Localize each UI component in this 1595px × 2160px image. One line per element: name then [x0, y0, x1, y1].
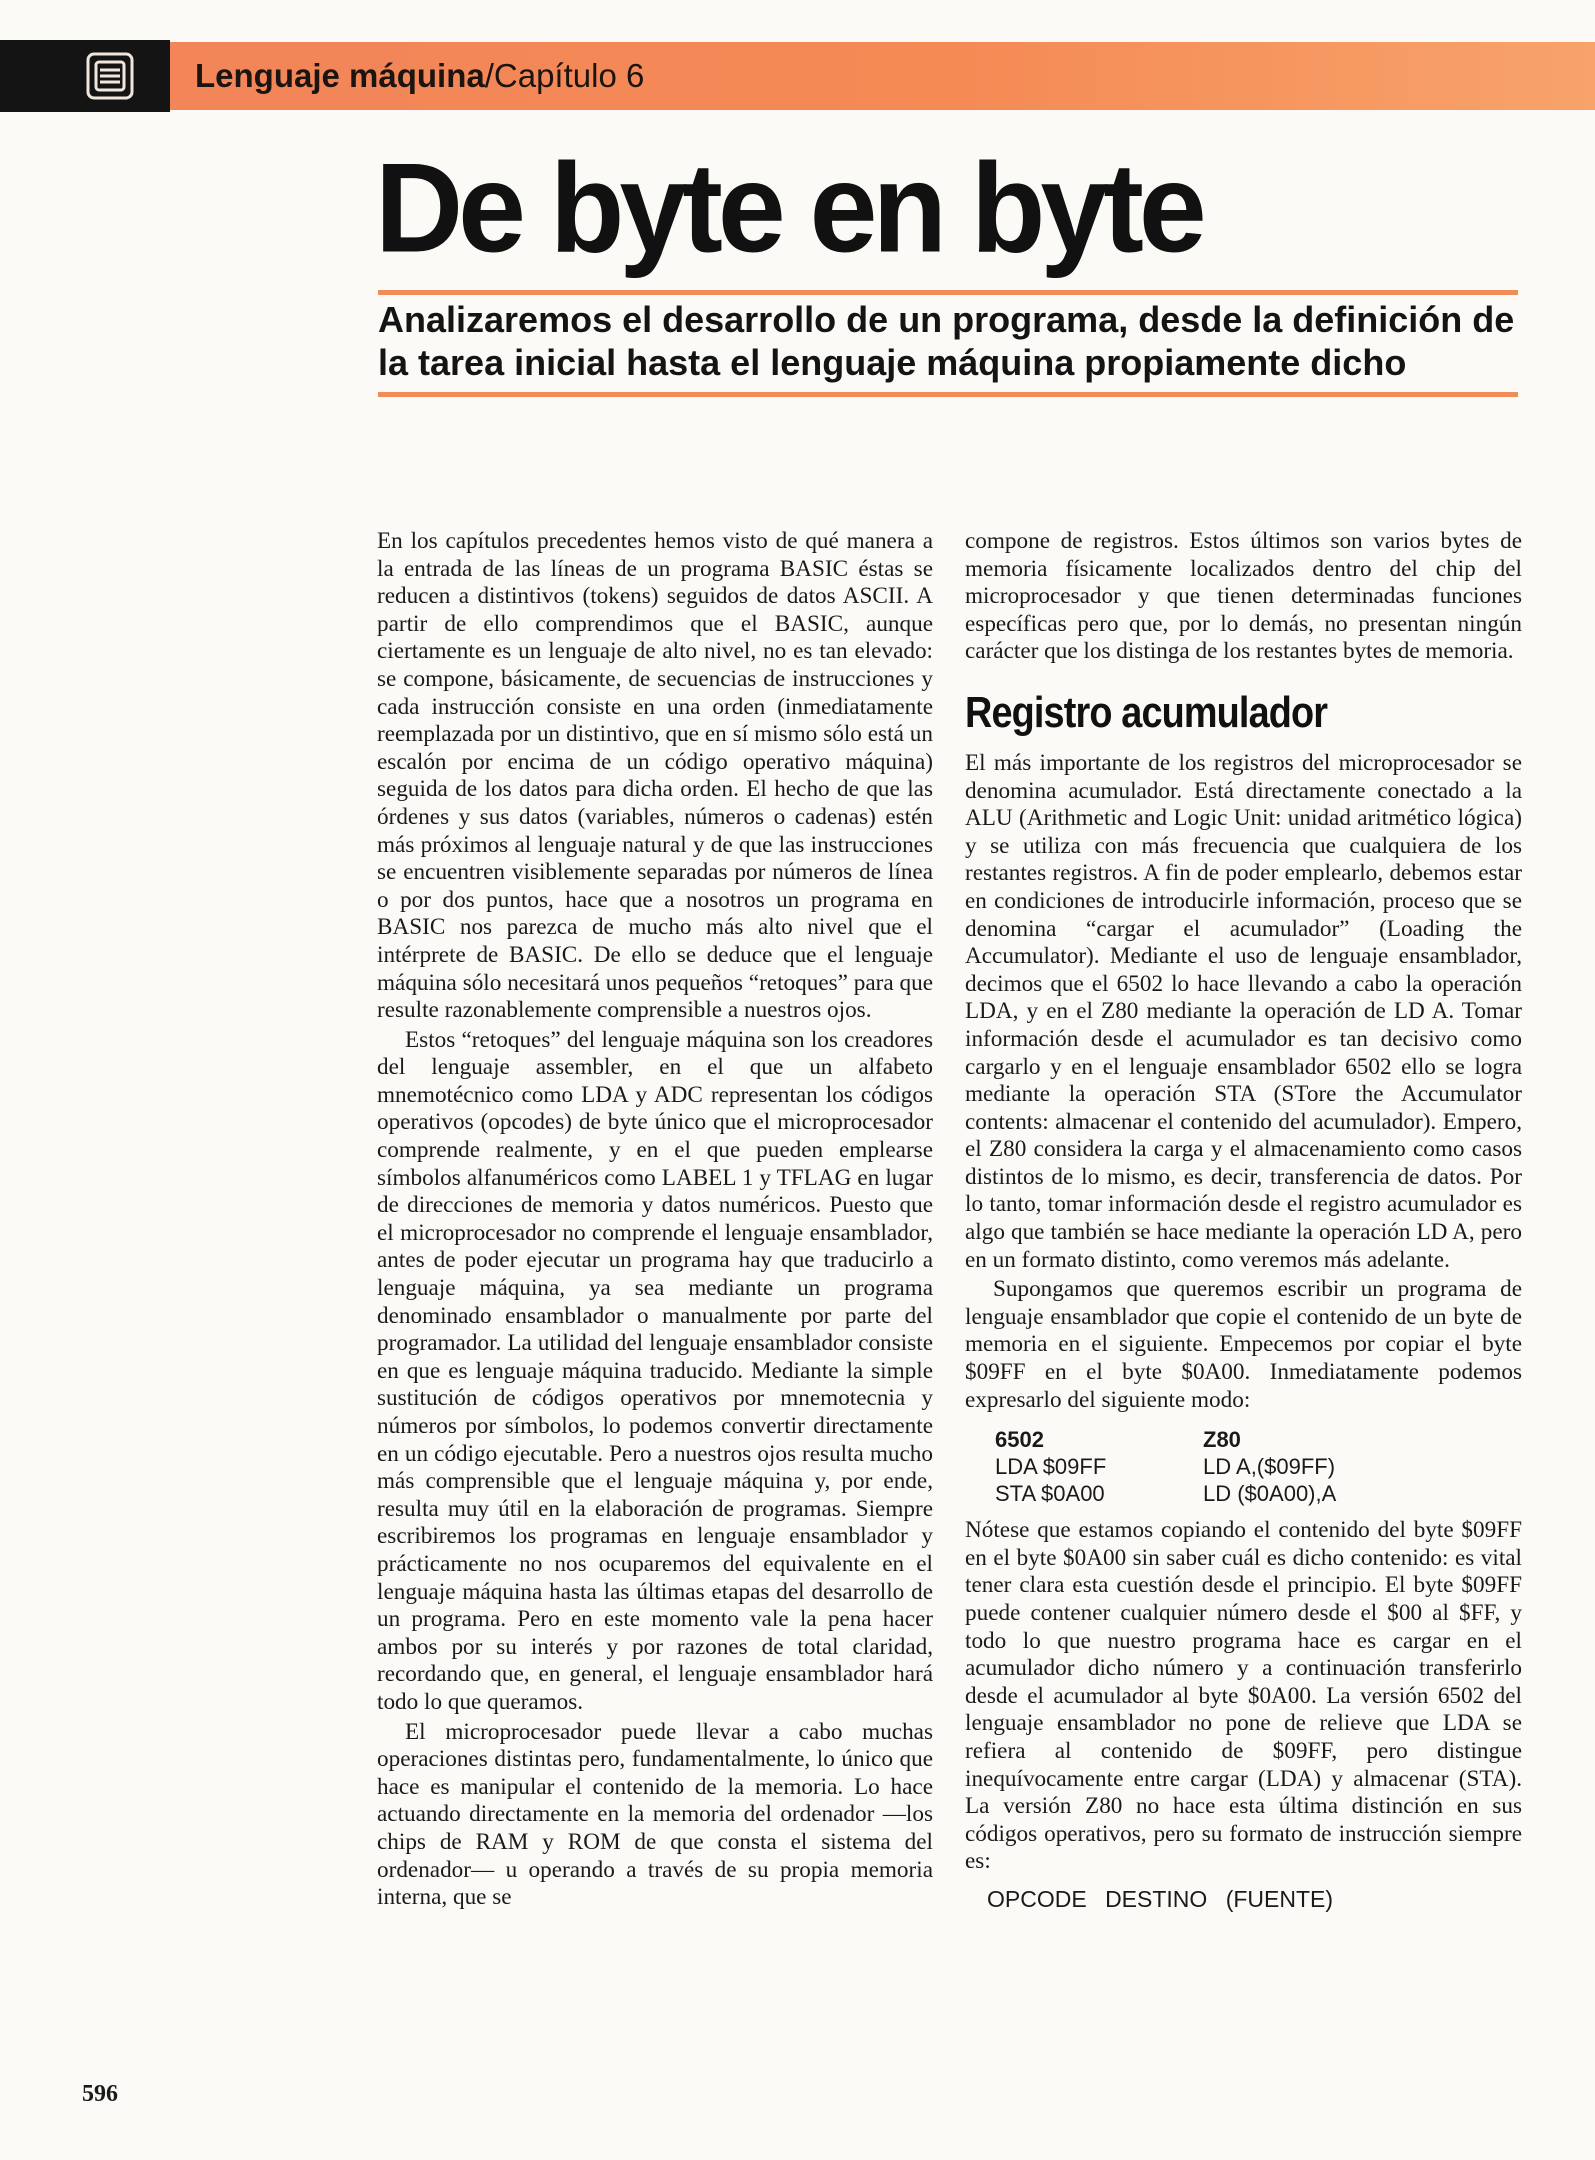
right-paragraph-2: El más importante de los registros del microprocesador se denomina acumulador. Está directamente conectado a la ALU (Arithmetic and Logic Unit: unidad aritmético lógica) y se utiliza con más frecuencia que cualquiera de los restantes registros. A fin de poder emplearlo, debemos estar en condiciones de introducirle información, proceso que se denomina “cargar el acumulador” (Loading the Accumulator). Mediante el uso de lenguaje ensamblador, decimos que el 6502 lo hace llevando a cabo la operación LDA, y en el Z80 mediante la operación de LD A. Tomar información desde el acumulador es tan decisivo como cargarlo y en el lenguaje ensamblador 6502 ello se logra mediante la operación STA (STore the Accumulator contents: almacenar el contenido del acumulador). Empero, el Z80 considera la carga y el almacenamiento como casos distintos de lo mismo, es decir, transferencia de datos. Por lo tanto, tomar información desde el registro acumulador es algo que también se hace mediante la operación LD A, pero en un formato distinto, como veremos más adelante.: [965, 749, 1522, 1273]
code-table-header: [995, 1426, 1336, 1453]
code-row: [995, 1453, 1336, 1480]
right-paragraph-4: Nótese que estamos copiando el contenido del byte $09FF en el byte $0A00 sin saber cuál es dicho contenido: es vital tener clara esta cuestión desde el principio. El byte $09FF puede contener cualquier número desde el $00 al $FF, y todo lo que nuestro programa hace es cargar en el acumulador dicho número y a continuación transferirlo desde el acumulador al byte $0A00. La versión 6502 del lenguaje ensamblador no pone de relieve que LDA se refiera al contenido de $09FF, pero distingue inequívocamente entre cargar (LDA) y almacenar (STA). La versión Z80 no hace esta última distinción en sus códigos operativos, pero su formato de instrucción siempre es:: [965, 1517, 1522, 1875]
chip-icon: [85, 52, 135, 100]
article-title: De byte en byte: [375, 137, 1202, 279]
code-header-6502: 6502: [995, 1427, 1044, 1453]
instruction-format: OPCODE DESTINO (FUENTE): [987, 1885, 1334, 1912]
right-paragraph-1: compone de registros. Estos últimos son varios bytes de memoria físicamente localizados dentro del chip del microprocesador y que tienen determinadas funciones específicas pero que, por lo demás, no presentan ningún carácter que los distinga de los restantes bytes de memoria.: [965, 528, 1522, 665]
subtitle-rule-bottom: [378, 392, 1518, 397]
right-column: [965, 528, 1522, 1914]
right-paragraph-3: Supongamos que queremos escribir un programa de lenguaje ensamblador que copie el contenido de un byte de memoria en el siguiente. Empecemos por copiar el byte $09FF en el byte $0A00. Inmediatamente podemos expresarlo del siguiente modo:: [965, 1276, 1522, 1413]
left-paragraph-1: En los capítulos precedentes hemos visto de qué manera a la entrada de las líneas de un programa BASIC éstas se reducen a distintivos (tokens) seguidos de datos ASCII. A partir de ello comprendimos que el BASIC, aunque ciertamente es un lenguaje de alto nivel, no es tan elevado: se compone, básicamente, de secuencias de instrucciones y cada instrucción consiste en una orden (inmediatamente reemplazada por un distintivo, que en sí mismo sólo está un escalón por encima de un código operativo máquina) seguida de los datos para dicha orden. El hecho de que las órdenes y sus datos (variables, números o cadenas) estén más próximos al lenguaje natural y de que las instrucciones se encuentren visiblemente separadas por números de línea o por dos puntos, hace que a nosotros un programa en BASIC nos parezca de mucho más alto nivel que el intérprete de BASIC. De ello se deduce que el lenguaje máquina sólo necesitará unos pequeños “retoques” para que resulte razonablemente comprensible a nuestros ojos.: [377, 528, 933, 1024]
code-cell: LD A,($09FF): [1203, 1454, 1336, 1480]
code-table: [995, 1426, 1336, 1507]
left-paragraph-3: El microprocesador puede llevar a cabo muchas operaciones distintas pero, fundamentalmente, lo único que hace es manipular el contenido de la memoria. Lo hace actuando directamente en la memoria del ordenador —los chips de RAM y ROM de que consta el sistema del ordenador— u operando a través de su propia memoria interna, que se: [377, 1718, 933, 1911]
page-number: 596: [82, 2081, 118, 2107]
subtitle-rule-top: [378, 290, 1518, 295]
code-row: [995, 1480, 1336, 1507]
left-column: [377, 528, 933, 1912]
code-cell: STA $0A00: [995, 1481, 1105, 1507]
code-cell: LD ($0A00),A: [1203, 1481, 1337, 1507]
article-subtitle: Analizaremos el desarrollo de un programa, desde la definición de la tarea inicial hasta el lenguaje máquina propiamente dicho: [378, 299, 1515, 383]
code-cell: LDA $09FF: [995, 1454, 1107, 1480]
section-header-bold: Lenguaje máquina: [195, 57, 485, 94]
code-header-z80: Z80: [1203, 1427, 1241, 1453]
section-header: [195, 52, 644, 100]
section-header-chapter: /Capítulo 6: [484, 57, 645, 94]
section-heading: Registro acumulador: [965, 687, 1328, 737]
left-paragraph-2: Estos “retoques” del lenguaje máquina son los creadores del lenguaje assembler, en el que un alfabeto mnemotécnico como LDA y ADC representan los códigos operativos (opcodes) de byte único que el microprocesador comprende realmente, y en el que pueden emplearse símbolos alfanuméricos como LABEL 1 y TFLAG en lugar de direcciones de memoria y datos numéricos. Puesto que el microprocesador no comprende el lenguaje ensamblador, antes de poder ejecutar un programa hay que traducirlo a lenguaje máquina, ya sea mediante un programa denominado ensamblador o manualmente por parte del programador. La utilidad del lenguaje ensamblador consiste en que es lenguaje máquina traducido. Mediante la simple sustitución de códigos operativos por mnemotecnia y números por símbolos, lo podemos convertir directamente en un código ejecutable. Pero a nuestros ojos resulta mucho más comprensible que el lenguaje máquina y, por ende, resulta muy útil en la elaboración de programas. Siempre escribiremos los programas en lenguaje ensamblador y prácticamente no nos ocuparemos del equivalente en el lenguaje máquina hasta las últimas etapas del desarrollo de un programa. Pero en este momento vale la pena hacer ambos por su interés y por razones de total claridad, recordando que, en general, el lenguaje ensamblador hará todo lo que queramos.: [377, 1026, 933, 1715]
